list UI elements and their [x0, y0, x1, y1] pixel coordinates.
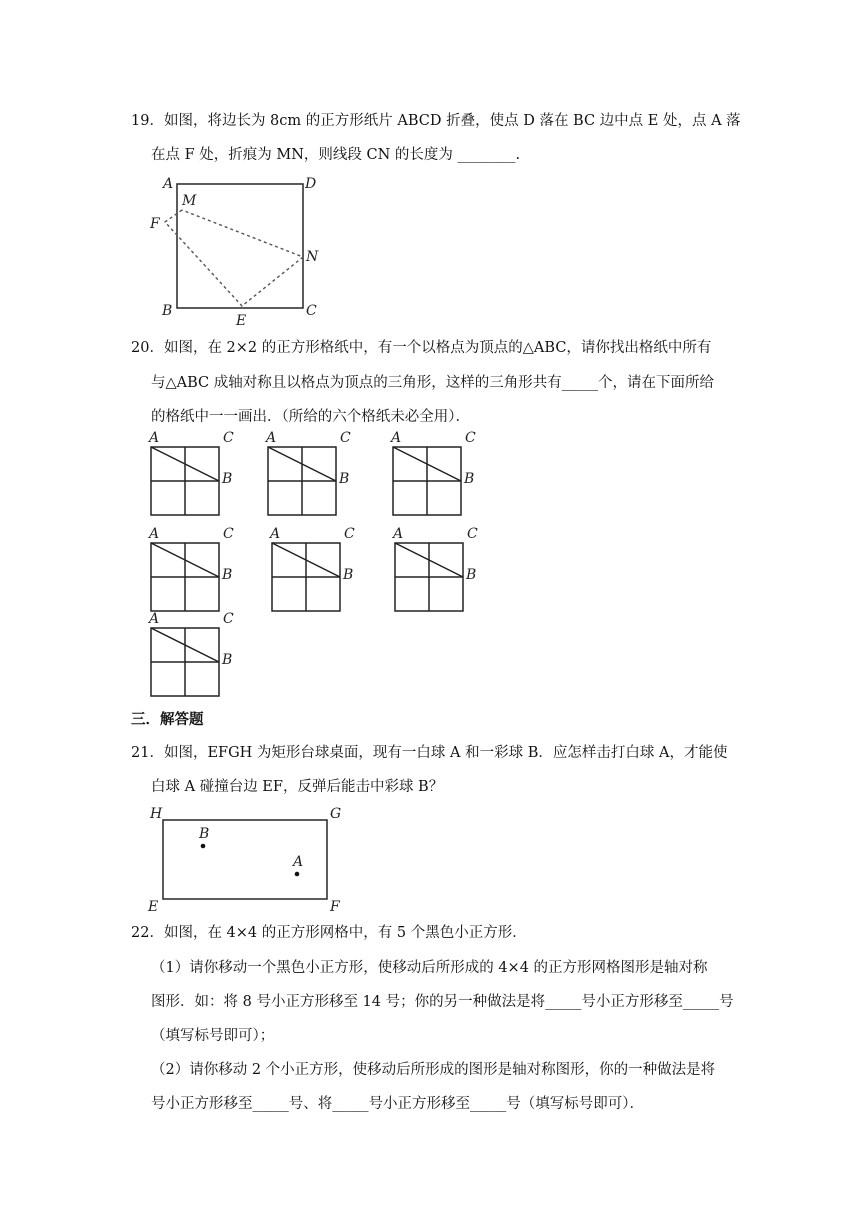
- label-e: E: [236, 313, 247, 329]
- q20-text-line-3: 的格纸中一一画出．（所给的六个格纸未必全用）．: [151, 409, 470, 425]
- q22-text-line-4: （填写标号即可）；: [151, 1028, 275, 1044]
- label-f: F: [330, 899, 340, 915]
- q21-text-line-1: 21．如图，EFGH 为矩形台球桌面，现有一白球 A 和一彩球 B．应怎样击打白球 A，才能使: [131, 745, 728, 761]
- label-a: A: [149, 430, 160, 446]
- label-b: B: [222, 471, 233, 487]
- q19-text-line-2: 在点 F 处，折痕为 MN，则线段 CN 的长度为 ________.: [151, 147, 521, 163]
- label-b: B: [343, 567, 354, 583]
- q22-text-line-2: （1）请你移动一个黑色小正方形，使移动后所形成的 4×4 的正方形网格图形是轴对称: [151, 960, 708, 976]
- label-a: A: [149, 611, 160, 627]
- label-c: C: [340, 430, 351, 446]
- label-b: B: [222, 652, 233, 668]
- section-title: 三．解答题: [131, 712, 204, 728]
- label-g: G: [330, 806, 342, 822]
- label-a: A: [270, 526, 281, 542]
- q22-text-line-3: 图形．如：将 8 号小正方形移至 14 号；你的另一种做法是将_____号小正方形移至_____号: [151, 994, 734, 1010]
- label-f: F: [150, 216, 160, 232]
- q21-text-line-2: 白球 A 碰撞台边 EF，反弹后能击中彩球 B？: [151, 779, 444, 795]
- q22-text-line-5: （2）请你移动 2 个小正方形，使移动后所形成的图形是轴对称图形，你的一种做法是将: [151, 1062, 716, 1078]
- label-m: M: [182, 193, 197, 209]
- ball-b: [201, 844, 206, 849]
- label-c: C: [465, 430, 476, 446]
- label-b: B: [162, 303, 173, 319]
- q22-text-line-1: 22．如图，在 4×4 的正方形网格中，有 5 个黑色小正方形．: [131, 925, 527, 941]
- label-c: C: [223, 526, 234, 542]
- ball-a: [295, 872, 300, 877]
- label-a: A: [393, 526, 404, 542]
- label-b: B: [222, 567, 233, 583]
- label-c: C: [223, 611, 234, 627]
- label-a: A: [149, 526, 160, 542]
- q22-text-line-6: 号小正方形移至_____号、将_____号小正方形移至_____号（填写标号即可）．: [151, 1096, 644, 1112]
- label-b: B: [466, 567, 477, 583]
- q19-text-line-1: 19．如图，将边长为 8cm 的正方形纸片 ABCD 折叠，使点 D 落在 BC 边中点 E 处，点 A 落: [131, 113, 741, 129]
- label-a: A: [266, 430, 277, 446]
- label-c: C: [467, 526, 478, 542]
- label-b: B: [464, 471, 475, 487]
- label-ball-b: B: [199, 826, 210, 842]
- label-a: A: [163, 176, 174, 192]
- label-c: C: [223, 430, 234, 446]
- label-d: D: [305, 176, 317, 192]
- label-c: C: [344, 526, 355, 542]
- label-e: E: [148, 899, 159, 915]
- q20-text-line-2: 与△ABC 成轴对称且以格点为顶点的三角形，这样的三角形共有_____个，请在下面所给: [151, 375, 714, 391]
- q20-text-line-1: 20．如图，在 2×2 的正方形格纸中，有一个以格点为顶点的△ABC，请你找出格纸中所有: [131, 340, 712, 356]
- label-n: N: [306, 249, 319, 265]
- label-c: C: [306, 303, 317, 319]
- label-ball-a: A: [293, 854, 304, 870]
- label-b: B: [339, 471, 350, 487]
- label-a: A: [391, 430, 402, 446]
- label-h: H: [150, 806, 163, 822]
